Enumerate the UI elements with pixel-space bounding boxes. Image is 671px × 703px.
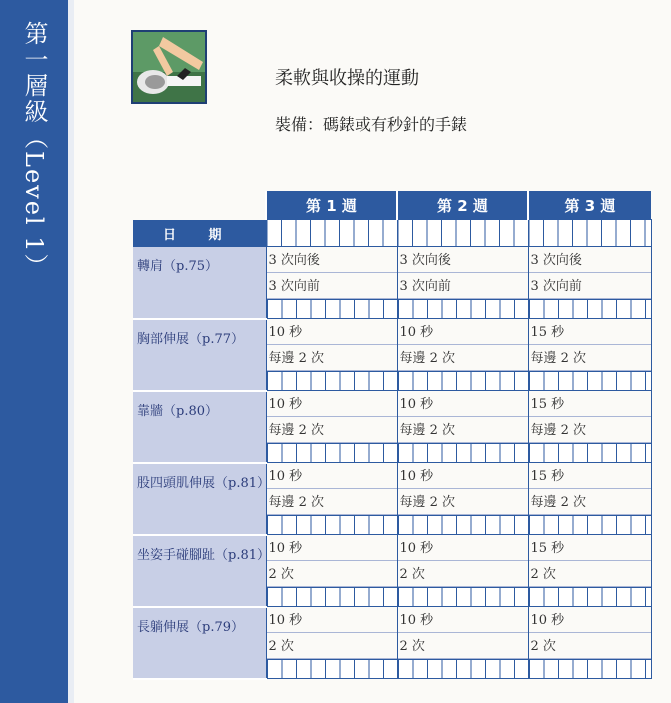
- checkoff-boxes[interactable]: [529, 515, 651, 535]
- week-3-cell: [528, 463, 651, 535]
- exercise-name: 轉肩（p.75）: [133, 247, 266, 320]
- prescription-line: 3 次向後: [529, 247, 651, 273]
- week-2-cell: [397, 463, 528, 535]
- checkoff-boxes[interactable]: [267, 443, 397, 463]
- week-1-cell: [266, 607, 397, 679]
- date-boxes-week-3[interactable]: [528, 220, 651, 247]
- week-2-cell: [397, 247, 528, 320]
- checkoff-boxes[interactable]: [529, 299, 651, 319]
- prescription-line: 3 次向前: [398, 273, 528, 299]
- prescription-line: 2 次: [529, 633, 651, 659]
- week-2-cell: [397, 319, 528, 391]
- prescription-line: 2 次: [398, 633, 528, 659]
- exercise-row: [133, 607, 651, 679]
- training-schedule-table: [133, 191, 652, 680]
- checkoff-boxes[interactable]: [398, 587, 528, 607]
- prescription-line: 3 次向後: [398, 247, 528, 273]
- prescription-line: 10 秒: [267, 535, 397, 561]
- prescription-line: 3 次向前: [267, 273, 397, 299]
- week-2-cell: [397, 535, 528, 607]
- prescription-line: 10 秒: [398, 391, 528, 417]
- checkoff-boxes[interactable]: [529, 587, 651, 607]
- checkoff-boxes[interactable]: [267, 371, 397, 391]
- exercise-name: 長躺伸展（p.79）: [133, 607, 266, 679]
- prescription-line: 10 秒: [398, 535, 528, 561]
- date-boxes-week-2[interactable]: [397, 220, 528, 247]
- date-boxes-week-1[interactable]: [266, 220, 397, 247]
- week-3-cell: [528, 319, 651, 391]
- prescription-line: 10 秒: [529, 607, 651, 633]
- checkoff-boxes[interactable]: [398, 443, 528, 463]
- checkoff-boxes[interactable]: [267, 587, 397, 607]
- week-2-cell: [397, 607, 528, 679]
- week-1-cell: [266, 535, 397, 607]
- exercise-name: 股四頭肌伸展（p.81）: [133, 463, 266, 535]
- prescription-line: 3 次向前: [529, 273, 651, 299]
- exercise-row: [133, 535, 651, 607]
- prescription-line: 每邊 2 次: [398, 345, 528, 371]
- stretching-photo: [131, 30, 207, 104]
- checkoff-boxes[interactable]: [529, 659, 651, 679]
- exercise-name: 靠牆（p.80）: [133, 391, 266, 463]
- prescription-line: 10 秒: [267, 607, 397, 633]
- page-title: 柔軟與收操的運動: [275, 68, 419, 89]
- week-1-header: 第 1 週: [266, 191, 397, 220]
- week-2-header: 第 2 週: [397, 191, 528, 220]
- checkoff-boxes[interactable]: [267, 299, 397, 319]
- prescription-line: 15 秒: [529, 463, 651, 489]
- prescription-line: 10 秒: [398, 463, 528, 489]
- prescription-line: 每邊 2 次: [398, 489, 528, 515]
- week-3-cell: [528, 607, 651, 679]
- week-1-cell: [266, 319, 397, 391]
- exercise-row: [133, 247, 651, 320]
- prescription-line: 3 次向後: [267, 247, 397, 273]
- level-label: 第一層級（Level 1）: [20, 20, 48, 280]
- exercise-row: [133, 463, 651, 535]
- week-1-cell: [266, 463, 397, 535]
- prescription-line: 每邊 2 次: [529, 489, 651, 515]
- prescription-line: 10 秒: [398, 319, 528, 345]
- prescription-line: 15 秒: [529, 319, 651, 345]
- checkoff-boxes[interactable]: [398, 659, 528, 679]
- prescription-line: 10 秒: [398, 607, 528, 633]
- prescription-line: 2 次: [398, 561, 528, 587]
- checkoff-boxes[interactable]: [398, 371, 528, 391]
- week-2-cell: [397, 391, 528, 463]
- prescription-line: 10 秒: [267, 463, 397, 489]
- table-corner: [133, 191, 266, 220]
- week-3-header: 第 3 週: [528, 191, 651, 220]
- week-3-cell: [528, 535, 651, 607]
- week-1-cell: [266, 391, 397, 463]
- prescription-line: 每邊 2 次: [529, 345, 651, 371]
- checkoff-boxes[interactable]: [529, 443, 651, 463]
- exercise-row: [133, 391, 651, 463]
- prescription-line: 每邊 2 次: [529, 417, 651, 443]
- prescription-line: 15 秒: [529, 535, 651, 561]
- prescription-line: 10 秒: [267, 319, 397, 345]
- prescription-line: 2 次: [267, 633, 397, 659]
- prescription-line: 10 秒: [267, 391, 397, 417]
- prescription-line: 每邊 2 次: [398, 417, 528, 443]
- checkoff-boxes[interactable]: [398, 515, 528, 535]
- exercise-name: 胸部伸展（p.77）: [133, 319, 266, 391]
- exercise-row: [133, 319, 651, 391]
- equipment-note: 裝備：碼錶或有秒針的手錶: [275, 115, 468, 134]
- checkoff-boxes[interactable]: [398, 299, 528, 319]
- exercise-name: 坐姿手碰腳趾（p.81）: [133, 535, 266, 607]
- date-label: 日 期: [133, 220, 266, 247]
- checkoff-boxes[interactable]: [529, 371, 651, 391]
- prescription-line: 2 次: [267, 561, 397, 587]
- prescription-line: 2 次: [529, 561, 651, 587]
- prescription-line: 每邊 2 次: [267, 417, 397, 443]
- prescription-line: 每邊 2 次: [267, 345, 397, 371]
- stretching-illustration: [133, 32, 205, 102]
- week-3-cell: [528, 247, 651, 320]
- checkoff-boxes[interactable]: [267, 659, 397, 679]
- checkoff-boxes[interactable]: [267, 515, 397, 535]
- week-3-cell: [528, 391, 651, 463]
- prescription-line: 15 秒: [529, 391, 651, 417]
- prescription-line: 每邊 2 次: [267, 489, 397, 515]
- week-1-cell: [266, 247, 397, 320]
- side-band-edge: [68, 0, 74, 703]
